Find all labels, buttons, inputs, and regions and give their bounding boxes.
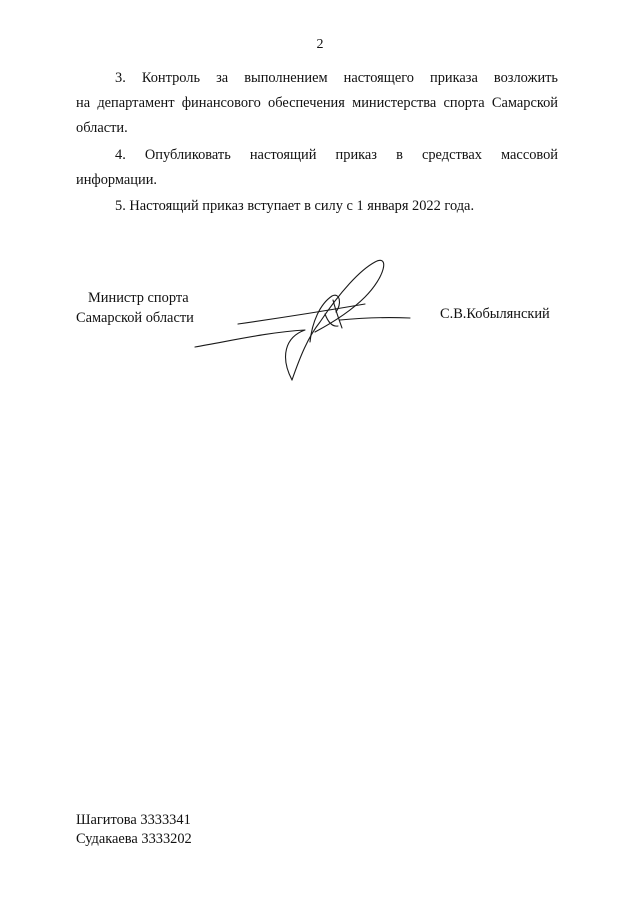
signatory-position-line1: Министр спорта — [88, 290, 189, 306]
handwritten-signature — [190, 252, 420, 392]
contact-list — [76, 811, 192, 849]
paragraph-4-first-line: 4. Опубликовать настоящий приказ в средствах массовой — [115, 147, 558, 163]
paragraph-4-continuation: информации. — [76, 172, 157, 188]
paragraph-3-first-line: 3. Контроль за выполнением настоящего приказа возложить — [115, 70, 558, 86]
contact-line: Судакаева 3333202 — [76, 831, 192, 847]
paragraph-3-continuation: на департамент финансового обеспечения министерства спорта Самарской области. — [76, 95, 558, 136]
signatory-position-line2: Самарской области — [76, 310, 194, 326]
signatory-name: С.В.Кобылянский — [440, 306, 550, 322]
page-number: 2 — [316, 37, 324, 52]
contact-line: Шагитова 3333341 — [76, 812, 191, 828]
paragraph-5: 5. Настоящий приказ вступает в силу с 1 января 2022 года. — [115, 198, 475, 214]
paragraph-4 — [76, 143, 558, 193]
paragraph-3 — [76, 66, 558, 141]
signatory-position — [76, 288, 194, 328]
